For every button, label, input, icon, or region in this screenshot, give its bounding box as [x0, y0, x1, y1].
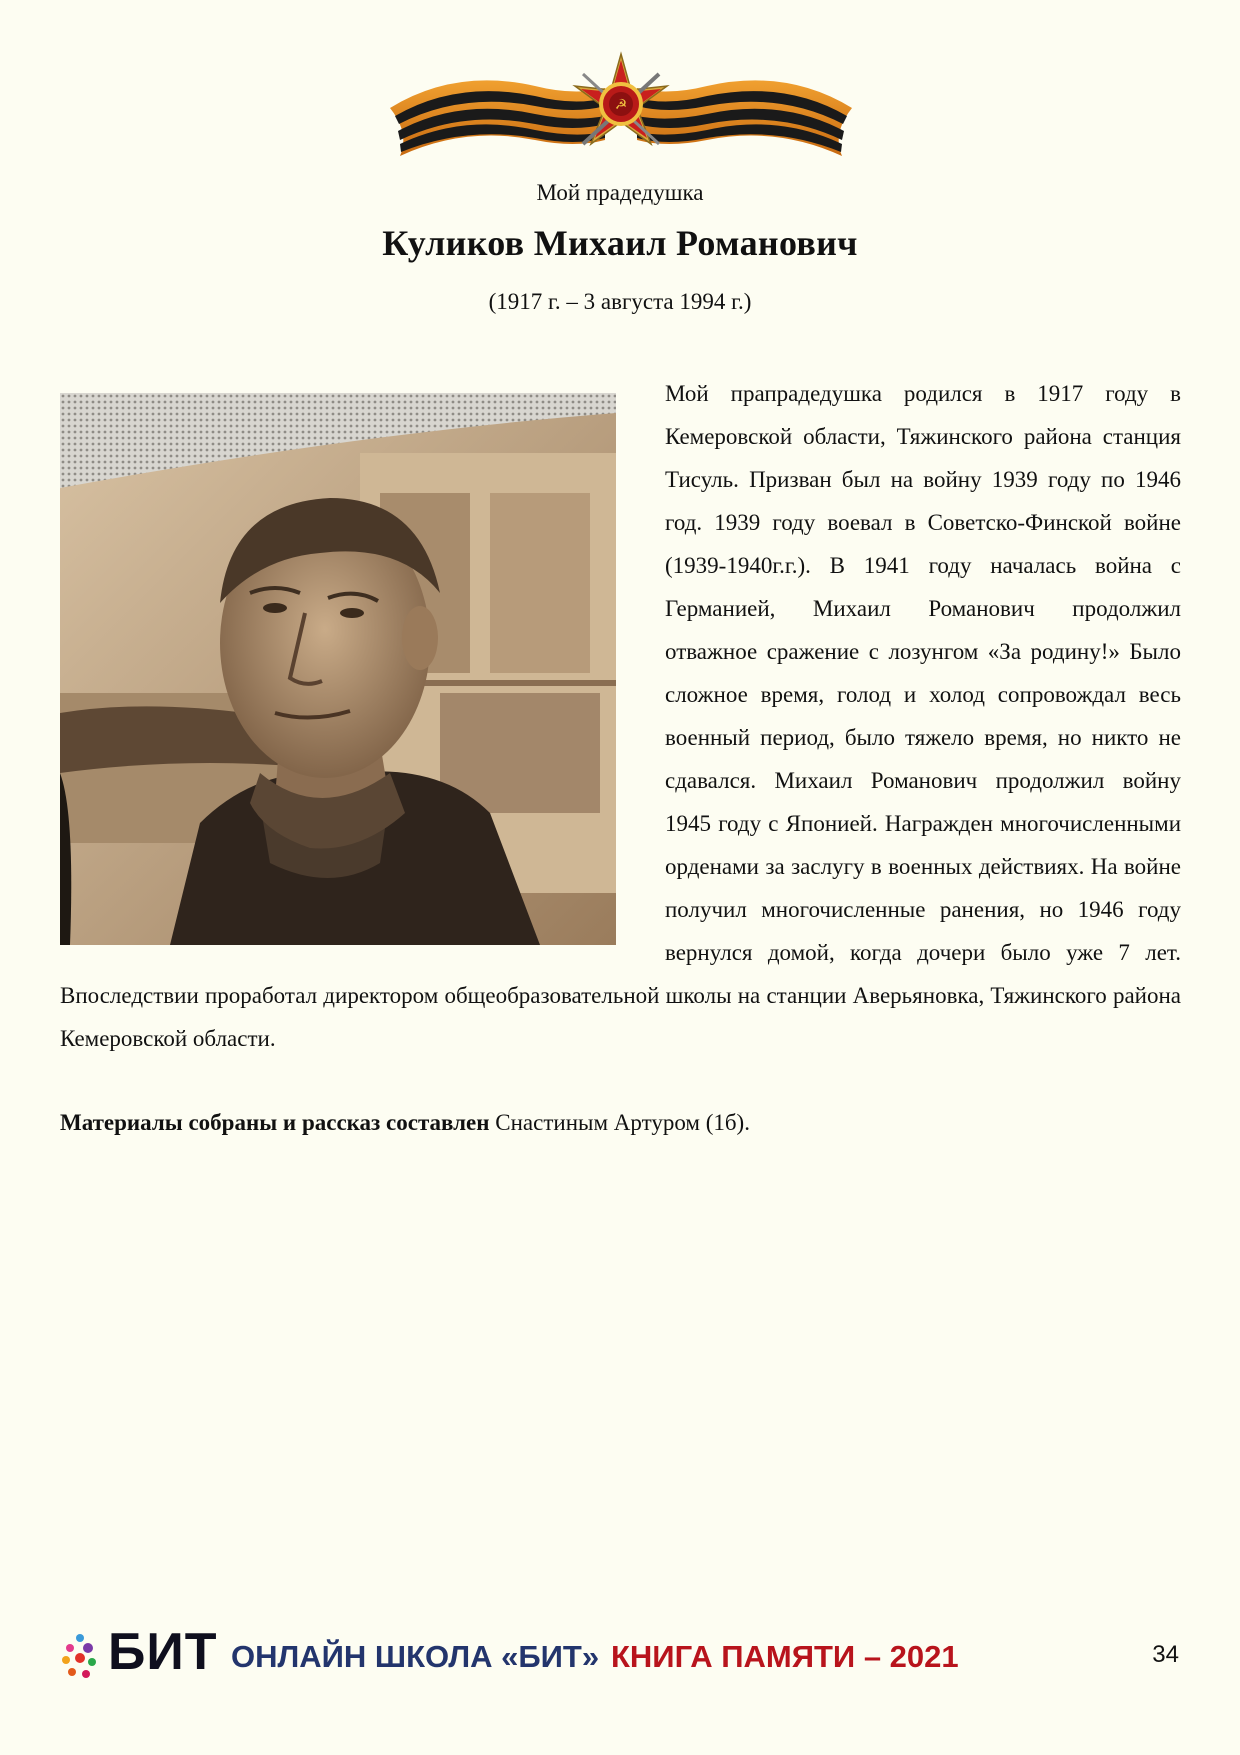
credit-label: Материалы собраны и рассказ составлен: [60, 1110, 490, 1135]
book-title: КНИГА ПАМЯТИ – 2021: [611, 1639, 959, 1674]
page-number: 34: [1152, 1641, 1179, 1668]
subtitle: Мой прадедушка: [536, 180, 704, 205]
story-text: Мой прапрадедушка родился в 1917 году в Кемеровской области, Тяжинского района станция Тисуль. Призван был на войну 1939 году по 1946 год. 1939 году воевал в Советско-Финской войне (1939-1940г.г.). В 1941 году началась война с Германией, Михаил Романович продолжил отважное сражение с лозунгом «За родину!» Было сложное время, голод и холод сопровождал весь военный период, было тяжело время, но никто не сдавался. Михаил Романович продолжил войну 1945 году с Японией. Награжден многочисленными орденами за заслугу в военных действиях. На войне получил многочисленные ранения, но 1946 году вернулся домой, когда дочери было уже 7 лет. Впоследствии проработал директором общеобразовательной школы на станции Аверьяновка, Тяжинского района Кемеровской области.: [60, 381, 1181, 1051]
logo-text: БИТ: [108, 1623, 218, 1681]
page-title: Куликов Михаил Романович: [382, 223, 858, 263]
bit-logo-icon: [60, 1632, 100, 1682]
credit-author: Снастиным Артуром (1б).: [495, 1110, 750, 1135]
portrait-photo-icon: [60, 393, 616, 945]
footer: [60, 1623, 1181, 1688]
school-name: ОНЛАЙН ШКОЛА «БИТ»: [231, 1639, 600, 1674]
life-dates: (1917 г. – 3 августа 1994 г.): [488, 289, 752, 314]
credit-line: [60, 1108, 1181, 1138]
story-section: [60, 372, 1181, 1060]
ribbon-order-emblem-icon: [385, 48, 857, 166]
svg-text:☭: ☭: [614, 97, 628, 113]
